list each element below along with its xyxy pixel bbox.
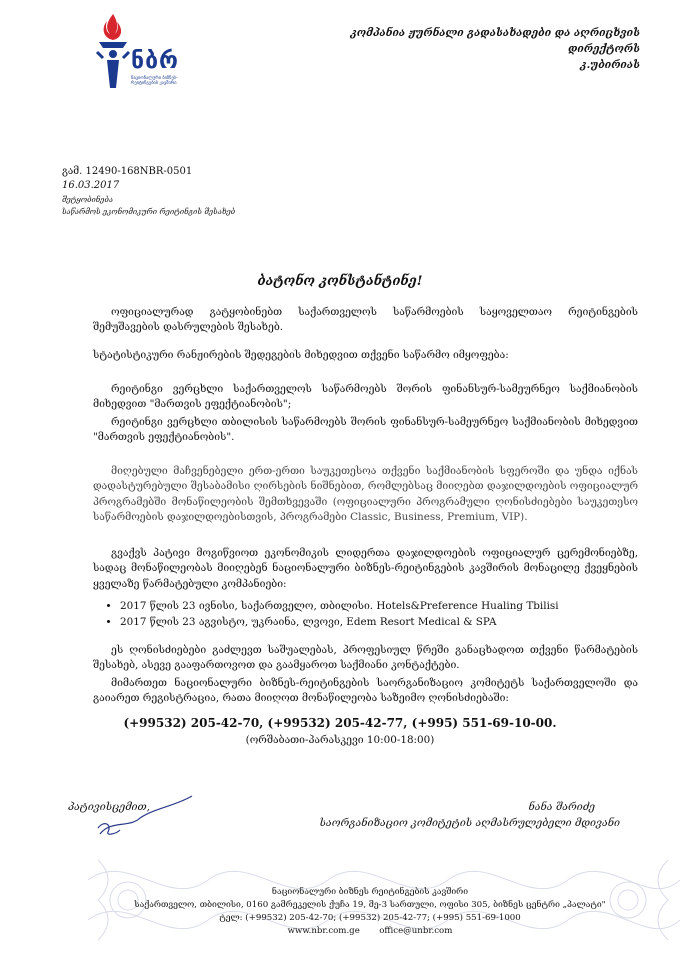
event-item: • 2017 წლის 23 ივნისი, საქართველო, თბილისი. Hotels&Preference Hualing Tbilisi	[120, 599, 640, 615]
letter-subject: საწარმოს ეკონომიკური რეიტინგის შესახებ	[62, 207, 236, 216]
org-logo	[93, 12, 203, 92]
addressee-line-2: დირექტორს	[568, 43, 640, 55]
footer-website[interactable]: www.nbr.com.ge	[287, 926, 360, 936]
logo-subtitle: ნაციონალური ბიზნეს-რეიტინგების კავშირი	[131, 76, 178, 87]
paragraph-registration: მიმართეთ ნაციონალური ბიზნეს-რეიტინგების საორგანიზაციო კომიტეტს საქართველოში და გაიარეთ რეგისტრაცია, რათა მიიღოთ მონაწილეობა საზეიმო ღონისძიებაში:	[93, 677, 638, 705]
footer-web-email	[90, 925, 650, 938]
footer-phones: ტელ: (+99532) 205-42-70; (+99532) 205-42-77; (+995) 551-69-1000	[219, 913, 521, 923]
signer-title: საორგანიზაციო კომიტეტის აღმასრულებელი მდივანი	[319, 817, 620, 829]
signer-name: ნანა შარიძე	[528, 801, 595, 813]
letter-date: 16.03.2017	[62, 180, 120, 191]
footer-address: საქართველო, თბილისი, 0160 გამრეკელის ქუჩა 19, მე-3 სართული, ოფისი 305, ბიზნეს ცენტრი „პალატი"	[134, 900, 606, 910]
handwritten-signature	[60, 790, 200, 840]
addressee-line-3: კ.უბირიას	[580, 59, 640, 71]
rating-tbilisi: რეიტინგი ვერცხლი თბილისის საწარმოებს შორის ფინანსურ-სამეურნეო საქმიანობის მიხედვით "მართვის ეფექტიანობის".	[93, 416, 638, 444]
torch-icon	[93, 12, 133, 92]
rating-georgia: რეიტინგი ვერცხლი საქართველოს საწარმოებს შორის ფინანსურ-სამეურნეო საქმიანობის მიხედვით "მართვის ეფექტიანობის";	[93, 383, 638, 411]
salutation: ბატონო კონსტანტინე!	[257, 274, 423, 289]
footer-org-name: ნაციონალური ბიზნეს რეიტინგების კავშირი	[271, 887, 469, 897]
letter-type: შეტყობინება	[62, 195, 113, 204]
paragraph-notification: ოფიციალურად გატყობინებთ საქართველოს საწარმოების საყოველთაო რეიტინგების შემუშავების დასრულების შესახებ.	[93, 306, 638, 334]
paragraph-award-info: მიღებული მაჩვენებელი ერთ-ერთი საუკეთესოა თქვენი საქმიანობის სფეროში და უნდა იქნას დადასტურებული შესაბამისი ღირსების ნიშნებით, რომლებსაც მიიღებთ დაჯილდოების ოფიციალურ პროგრამებში მონაწილეობის შემთხვევაში (ოფიციალური პროგრამული ღონისძიებები საუკეთესო საწარმოების დაჯილდოებისთვის, პროგრამები Classic, Business, Premium, VIP).	[93, 465, 638, 524]
footer-email[interactable]: office@unbr.com	[379, 926, 453, 936]
addressee-line-1: კომპანია ჟურნალი გადასახადები და აღრიცხვის	[350, 27, 640, 39]
event-list	[106, 599, 640, 630]
office-hours: (ორშაბათი-პარასკევი 10:00-18:00)	[245, 734, 435, 746]
paragraph-intro-rating: სტატისტიკური რანჟირების შედეგების მიხედვით თქვენი საწარმო იმყოფება:	[93, 349, 509, 361]
reference-number: გამ. 12490-168NBR-0501	[62, 166, 193, 177]
logo-abbr: ნბრ	[131, 48, 179, 74]
contact-phones: (+99532) 205-42-70, (+99532) 205-42-77, (+995) 551-69-10-00.	[123, 716, 557, 730]
event-item: • 2017 წლის 23 აგვისტო, უკრაინა, ლვოვი, Edem Resort Medical & SPA	[120, 615, 640, 631]
paragraph-invitation: გვაქვს პატივი მოგიწვიოთ ეკონომიკის ლიდერთა დაჯილდოების ოფიციალურ ცერემონიებზე, სადაც მონაწილეობას მიიღებენ ნაციონალური ბიზნეს-რეიტინგების კავშირის მონაცილე ქვეყნების ყველაზე წარმატებული კომპანიები:	[93, 547, 638, 590]
paragraph-opportunity: ეს ღონისძიებები გაძლევთ საშუალებას, პროფესიულ წრეში განაცხადოთ თქვენი წარმატების შესახებ, ასევე გააფართოვოთ და გაამყაროთ საქმიანი კონტაქტები.	[93, 644, 638, 672]
closing-phrase: პატივისცემით,	[68, 801, 151, 813]
